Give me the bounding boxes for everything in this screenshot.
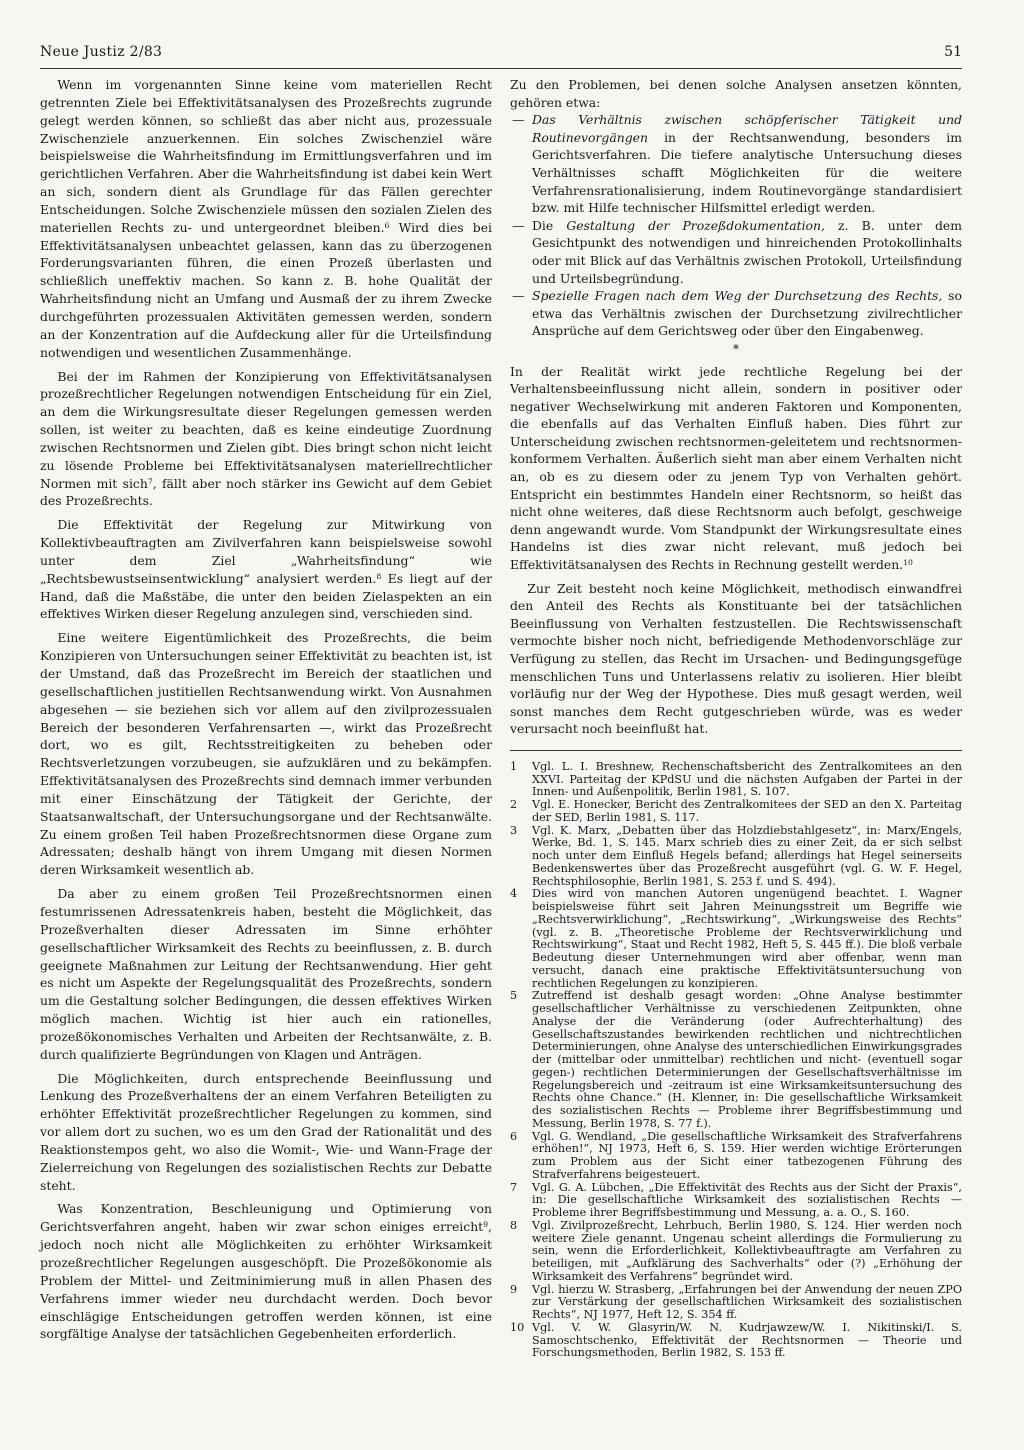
- dash-marker: —: [512, 112, 525, 128]
- body-paragraph: Da aber zu einem großen Teil Prozeßrechtsnormen einen festumrissenen Adressatenkreis haben, besteht die Möglichkeit, das Prozeßverhalten dieser Adressaten im Sinne erhöhter gesellschaftlicher Wirksamkeit des Rechts zu beeinflussen, z. B. durch geeignete Maßnahmen zur Leitung der Rechtsanwendung. Hier geht es nicht um Aspekte der Regelungsqualität des Prozeßrechts, sondern um die Gestaltung solcher Bedingungen, die dessen effektives Wirken möglich machen. Wichtig ist hier auch ein rationelles, prozeßökonomisches Verhalten und Arbeiten der Rechtsanwälte, z. B. durch qualifizierte Begründungen von Klagen und Anträgen.: [40, 886, 492, 1062]
- footnote: [510, 799, 962, 825]
- footnote-text: Vgl. hierzu W. Strasberg, „Erfahrungen bei der Anwendung der neuen ZPO zur Verstärkung der gesellschaftlichen Wirksamkeit des sozialistischen Rechts“, NJ 1977, Heft 12, S. 354 ff.: [532, 1282, 962, 1322]
- body-paragraph: Die Möglichkeiten, durch entsprechende Beeinflussung und Lenkung des Prozeßverhaltens der an einem Verfahren Beteiligten zu erhöhter Effektivität prozeßrechtlicher Regelungen zu kommen, sind vor allem dort zu suchen, wo es um den Grad der Rationalität und des Reaktionstempos geht, wo also die Womit-, Wie- und Wann-Frage der Zielerreichung von Regelungen des sozialistischen Rechts zur Debatte steht.: [40, 1070, 492, 1193]
- dash-marker: —: [512, 288, 525, 304]
- body-paragraph: In der Realität wirkt jede rechtliche Regelung bei der Verhaltensbeeinflussung nicht allein, sondern in positiver oder negativer Wechselwirkung mit anderen Faktoren und Komponenten, die ebenfalls auf das Verhalten Einfluß haben. Dies führt zur Unterscheidung zwischen rechtsnormen-geleitetem und rechtsnormen-konformem Verhalten. Äußerlich sieht man aber einem Verhalten nicht an, ob es zu diesem oder zu jenem Typ von Verhalten gehört. Entspricht ein bestimmtes Handeln einer Rechtsnorm, so heißt das nicht ohne weiteres, daß diese Rechtsnorm auch befolgt, geschweige denn angewandt wurde. Vom Standpunkt der Wirkungsresultate eines Handelns ist dies zwar nicht relevant, muß jedoch bei Effektivitätsanalysen des Rechts in Rechnung gestellt werden.$^{10}$: [510, 363, 962, 573]
- problem-list: [510, 111, 962, 340]
- footnote-ref: 8: [376, 571, 382, 581]
- footnote-text: Vgl. K. Marx, „Debatten über das Holzdiebstahlgesetz“, in: Marx/Engels, Werke, Bd. 1, S. 145. Marx schrieb dies zu einer Zeit, da er sich selbst noch unter dem Einfluß Hegels befand; allerdings hat Hegel seinerseits Bedenkenswertes über das Prozeßrecht ausgeführt (vgl. G. W. F. Hegel, Rechtsphilosophie, Berlin 1981, S. 253 f. und S. 494).: [532, 823, 962, 888]
- list-item: — Spezielle Fragen nach dem Weg der Durchsetzung des Rechts, so etwa das Verhältnis zwischen der Durchsetzung zivilrechtlicher Ansprüche auf dem Gerichtsweg oder über den Eingabenweg.: [512, 288, 962, 339]
- body-paragraph: Was Konzentration, Beschleunigung und Optimierung von Gerichtsverfahren angeht, haben wir zwar schon einiges erreicht$^9$, jedoch noch nicht alle Möglichkeiten zu erhöhter Wirksamkeit prozeßrechtlicher Regelungen ausgeschöpft. Die Prozeßökonomie als Problem der Mittel- und Zeitminimierung muß in allen Phasen des Verfahrens immer wieder neu durchdacht werden. Doch bevor einschlägige Entscheidungen getroffen werden können, ist eine sorgfältige Analyse der tatsächlichen Gegebenheiten erforderlich.: [40, 1201, 492, 1342]
- footnote-text: Vgl. E. Honecker, Bericht des Zentralkomitees der SED an den X. Parteitag der SED, Berlin 1981, S. 117.: [532, 798, 962, 824]
- footnote-text: Vgl. L. I. Breshnew, Rechenschaftsbericht des Zentralkomitees an den XXVI. Parteitag der KPdSU und die nächsten Aufgaben der Partei in der Innen- und Außenpolitik, Berlin 1981, S. 107.: [532, 759, 962, 799]
- footnote-ref: 7: [147, 476, 153, 486]
- footnote-text: Vgl. G. A. Lübchen, „Die Effektivität des Rechts aus der Sicht der Praxis“, in: Die gesellschaftliche Wirksamkeit des sozialistischen Rechts — Probleme ihrer Begriffsbestimmung und Messung, a. a. O., S. 160.: [532, 1180, 962, 1220]
- emphasized-topic: Das Verhältnis zwischen schöpferischer Tätigkeit und Routinevorgängen: [532, 112, 962, 145]
- footnote-text: Zutreffend ist deshalb gesagt worden: „Ohne Analyse bestimmter gesellschaftlicher Verhältnisse zu verschiedenen Zeitpunkten, ohne Analyse der die Veränderung (oder Aufrechterhaltung) des Gesellschaftszustandes bewirkenden rechtlichen und nichtrechtlichen Determinierungen, ohne Analyse des unterschiedlichen Einwirkungsgrades der (mittelbar oder unmittelbar) rechtlichen und nicht- (eventuell sogar gegen-) rechtlichen Determinierungen der Gesellschaftsverhältnisse im Regelungsbereich und -zeitraum ist eine Wirksamkeitsuntersuchung des Rechts ohne Chance.“ (H. Klenner, in: Die gesellschaftliche Wirksamkeit des sozialistischen Rechts — Probleme ihrer Begriffsbestimmung und Messung, Berlin 1978, S. 77 f.).: [532, 989, 962, 1130]
- list-item: — Das Verhältnis zwischen schöpferischer Tätigkeit und Routinevorgängen in der Rechtsanwendung, besonders im Gerichtsverfahren. Die tiefere analytische Untersuchung dieses Verhältnisses schafft Möglichkeiten für die weitere Verfahrensrationalisierung, indem Routinevorgänge standardisiert bzw. mit Hilfe technischer Hilfsmittel erledigt werden.: [512, 112, 962, 216]
- footnote-number: 9: [510, 1282, 518, 1296]
- footnote-number: 3: [510, 823, 518, 837]
- footnote-rule: [510, 750, 962, 751]
- footnote: [510, 761, 962, 799]
- body-paragraph: Zur Zeit besteht noch keine Möglichkeit, methodisch einwandfrei den Anteil des Rechts als Konstituante bei der tatsächlichen Beeinflussung von Verhalten festzustellen. Die Rechtswissenschaft vermochte bisher noch nicht, befriedigende Methodenvorschläge zur Verfügung zu stellen, das Recht im Ursachen- und Bedingungsgefüge menschlichen Tuns und Unterlassens relativ zu isolieren. Hier bleibt vorläufig nur der Weg der Hypothese. Dies muß gesagt werden, weil sonst manches dem Recht gutgeschrieben würde, was es weder verursacht noch beeinflußt hat.: [510, 580, 962, 737]
- left-column: [40, 76, 492, 1343]
- footnote-number: 8: [510, 1218, 518, 1232]
- body-paragraph: Die Effektivität der Regelung zur Mitwirkung von Kollektivbeauftragten am Zivilverfahren kann beispielsweise sowohl unter dem Ziel „Wahrheitsfindung“ wie „Rechtsbewustseinsentwicklung“ analysiert werden.$^8$ Es liegt auf der Hand, daß die Maßstäbe, die unter den beiden Zielaspekten an ein effektives Wirken dieser Regelung anzulegen sind, verschieden sind.: [40, 517, 492, 622]
- body-paragraph: Bei der im Rahmen der Konzipierung von Effektivitätsanalysen prozeßrechtlicher Regelungen notwendigen Entscheidung für ein Ziel, an dem die Wirkungsresultate dieser Regelungen gemessen werden sollen, ist weiter zu beachten, daß es keine eindeutige Zuordnung zwischen Rechtsnormen und Zielen gibt. Dies bringt schon nicht leicht zu lösende Probleme bei Effektivitätsanalysen materiellrechtlicher Normen mit sich$^7$, fällt aber noch stärker ins Gewicht auf dem Gebiet des Prozeßrechts.: [40, 368, 492, 509]
- footnote-number: 4: [510, 887, 518, 901]
- page-header: [40, 44, 962, 66]
- section-separator: *: [733, 341, 739, 356]
- footnote-ref: 10: [903, 557, 913, 567]
- footnote-number: 1: [510, 759, 518, 773]
- footnote-ref: 6: [384, 220, 390, 230]
- footnote: [510, 1220, 962, 1284]
- emphasized-topic: Gestaltung der Prozeßdokumentation,: [566, 217, 825, 233]
- footnote-number: 6: [510, 1129, 518, 1143]
- footnote-number: 2: [510, 798, 518, 812]
- header-rule: [40, 68, 962, 69]
- footnote: [510, 1284, 962, 1322]
- footnote: [510, 888, 962, 990]
- journal-title: Neue Justiz 2/83: [40, 44, 163, 60]
- footnote: [510, 1131, 962, 1182]
- footnote: [510, 1322, 962, 1360]
- footnote-number: 10: [510, 1320, 525, 1334]
- footnote-text: Vgl. G. Wendland, „Die gesellschaftliche Wirksamkeit des Strafverfahrens erhöhen!“, NJ 1973, Heft 6, S. 159. Hier werden wichtige Erörterungen zum Problem aus der Sicht einer tatbezogenen Führung des Strafverfahrens beigesteuert.: [532, 1129, 962, 1181]
- right-body-text: [510, 363, 962, 738]
- footnote-number: 5: [510, 989, 518, 1003]
- right-column: [510, 76, 962, 1360]
- body-paragraph: Eine weitere Eigentümlichkeit des Prozeßrechts, die beim Konzipieren von Untersuchungen seiner Effektivität zu beachten ist, ist der Umstand, daß das Prozeßrecht im Bereich der staatlichen und gesellschaftlichen justitiellen Rechtsanwendung wirkt. Von Ausnahmen abgesehen — sie beziehen sich vor allem auf den zivilprozessualen Bereich der besonderen Verfahrensarten —, wirkt das Prozeßrecht dort, wo es gilt, Rechtsstreitigkeiten zu beheben oder Rechtsverletzungen vorzubeugen, sie aufzuklären und zu bekämpfen. Effektivitätsanalysen des Prozeßrechts sind demnach immer verbunden mit einer Einschätzung der Tätigkeit der Gerichte, der Staatsanwaltschaft, der Untersuchungsorgane und der Rechtsanwälte. Zu einem großen Teil haben Prozeßrechtsnormen diese Organe zum Adressaten; deshalb hängt von ihrem Umgang mit diesen Normen deren Wirksamkeit wesentlich ab.: [40, 630, 492, 878]
- dash-marker: —: [512, 217, 525, 233]
- body-paragraph: Wenn im vorgenannten Sinne keine vom materiellen Recht getrennten Ziele bei Effektivitätsanalysen des Prozeßrechts zugrunde gelegt werden können, so schließt das aber nicht aus, prozessuale Zwischenziele anzuerkennen. Ein solches Zwischenziel wäre beispielsweise die Wahrheitsfindung im Ermittlungsverfahren und im gerichtlichen Verfahren. Aber die Wahrheitsfindung ist dabei kein Wert an sich, sondern dient als Grundlage für das Fällen gerechter Entscheidungen. Solche Zwischenziele müssen den sozialen Zielen des materiellen Rechts zu- und untergeordnet bleiben.$^6$ Wird dies bei Effektivitätsanalysen unbeachtet gelassen, kann das zu überzogenen Forderungsvarianten führen, die einen Prozeß überlasten und schließlich uneffektiv machen. So kann z. B. hohe Qualität der Wahrheitsfindung nicht an Umfang und Ausmaß der zu ihrem Zwecke durchgeführten prozessualen Aktivitäten gemessen werden, sondern an der Konzentration auf die Aufdeckung aller für die Urteilsfindung notwendigen und wesentlichen Zusammenhänge.: [40, 77, 492, 360]
- list-intro: Zu den Problemen, bei denen solche Analysen ansetzen könnten, gehören etwa:: [510, 77, 962, 110]
- footnote-number: 7: [510, 1180, 518, 1194]
- footnote-text: Vgl. Zivilprozeßrecht, Lehrbuch, Berlin 1980, S. 124. Hier werden noch weitere Ziele genannt. Ungenau scheint allerdings die Formulierung zu sein, wenn die Erforderlichkeit, Kollektivbeauftragte am Verfahren zu beteiligen, mit „Aufklärung des Sachverhalts“ oder (?) „Erhöhung der Wirksamkeit des Verfahrens“ begründet wird.: [532, 1218, 962, 1283]
- list-item: — Die Gestaltung der Prozeßdokumentation, z. B. unter dem Gesichtpunkt des notwendigen und hinreichenden Protokollinhalts oder mit Blick auf das Verhältnis zwischen Protokoll, Urteilsfindung und Urteilsbegründung.: [512, 217, 962, 286]
- footnote: [510, 1182, 962, 1220]
- footnotes: [510, 761, 962, 1360]
- footnote: [510, 990, 962, 1130]
- footnote-text: Dies wird von manchen Autoren ungenügend beachtet. I. Wagner beispielsweise führt seit Jahren Meinungsstreit um Begriffe wie „Rechtsverwirklichung“, „Rechtswirkung“, „Wirkungsweise des Rechts“ (vgl. z. B. „Theoretische Probleme der Rechtsverwirklichung und Rechtswirkung“, Staat und Recht 1982, Heft 5, S. 445 ff.). Die bloß verbale Bedeutung dieser Unternehmungen wird aber offenbar, wenn man versucht, danach eine praktische Effektivitätsuntersuchung von rechtlichen Regelungen zu konzipieren.: [532, 887, 962, 990]
- page-number: 51: [944, 44, 962, 60]
- footnote: [510, 825, 962, 889]
- emphasized-topic: Spezielle Fragen nach dem Weg der Durchsetzung des Rechts,: [532, 288, 943, 304]
- footnote-ref: 9: [483, 1220, 489, 1230]
- footnote-text: Vgl. V. W. Glasyrin/W. N. Kudrjawzew/W. I. Nikitinski/I. S. Samoschtschenko, Effektivität der Rechtsnormen — Theorie und Forschungsmethoden, Berlin 1982, S. 153 ff.: [532, 1320, 962, 1360]
